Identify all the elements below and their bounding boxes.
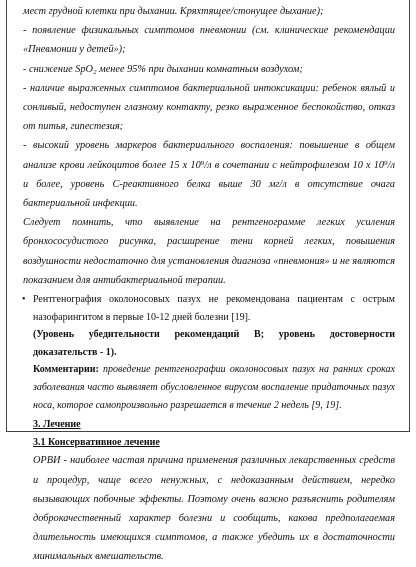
paragraph-orvi: ОРВИ - наиболее частая причина применения различных лекарственных средств и процедур, чаще всего ненужных, с недоказанным действием, нередко вызывающих побочные эффекты. Поэтому очень важно разъяснить родителям доброкачественный характер болезни и сообщить, какова предполагаемая длительность имеющихся симптомов, а также убедить их в достаточности минимальных вмешательств. [33,455,395,563]
subsection-title: 3.1 Консервативное лечение [33,436,160,448]
section-title: 3. Лечение [33,419,81,431]
comment-block [33,361,395,414]
paragraph-spo2: - снижение SpO₂ менее 95% при дыхании комнатным воздухом; [23,63,303,75]
document-page [6,0,410,563]
paragraph-inflammation-markers: - высокий уровень маркеров бактериального воспаления: повышение в общем анализе крови лейкоцитов более 15 х 10⁹/л в сочетании с нейтрофилезом 10 х 10⁹/л и более, уровень С-реактивного белка выше 30 мг/л в отсутствие очага бактериальной инфекции. [23,140,395,210]
paragraph-pneumonia-signs: - появление физикальных симптомов пневмонии (см. клинические рекомендации «Пневмонии у детей»); [23,25,395,56]
bullet-sinus-xray: • Рентгенография околоносовых пазух не рекомендована пациентам с острым назофарингитом в первые 10-12 дней болезни [19]. [23,291,395,326]
evidence-level: (Уровень убедительности рекомендаций В; уровень достоверности доказательств - 1). [33,329,395,358]
comment-label: Комментарии: [33,364,99,376]
paragraph-chest-retraction: мест грудной клетки при дыхании. Кряхтящее/стонущее дыхание); [23,6,324,17]
paragraph-intoxication: - наличие выраженных симптомов бактериальной интоксикации: ребенок вялый и сонливый, недоступен глазному контакту, резко выраженное беспокойство, отказ от питья, гипестезия; [23,82,395,133]
comment-text: проведение рентгенографии околоносовых пазух на ранних сроках заболевания часто выявляет обусловленное вирусом воспаление придаточных пазух носа, которое самопроизвольно разрешается в течение 2 недель [9, 19]. [33,364,395,411]
paragraph-xray-note: Следует помнить, что выявление на рентгенограмме легких усиления бронхососудистого рисунка, расширение тени корней легких, повышения воздушности недостаточно для установления диагноза «пневмония» и не являются показанием для антибактериальной терапии. [23,217,395,286]
